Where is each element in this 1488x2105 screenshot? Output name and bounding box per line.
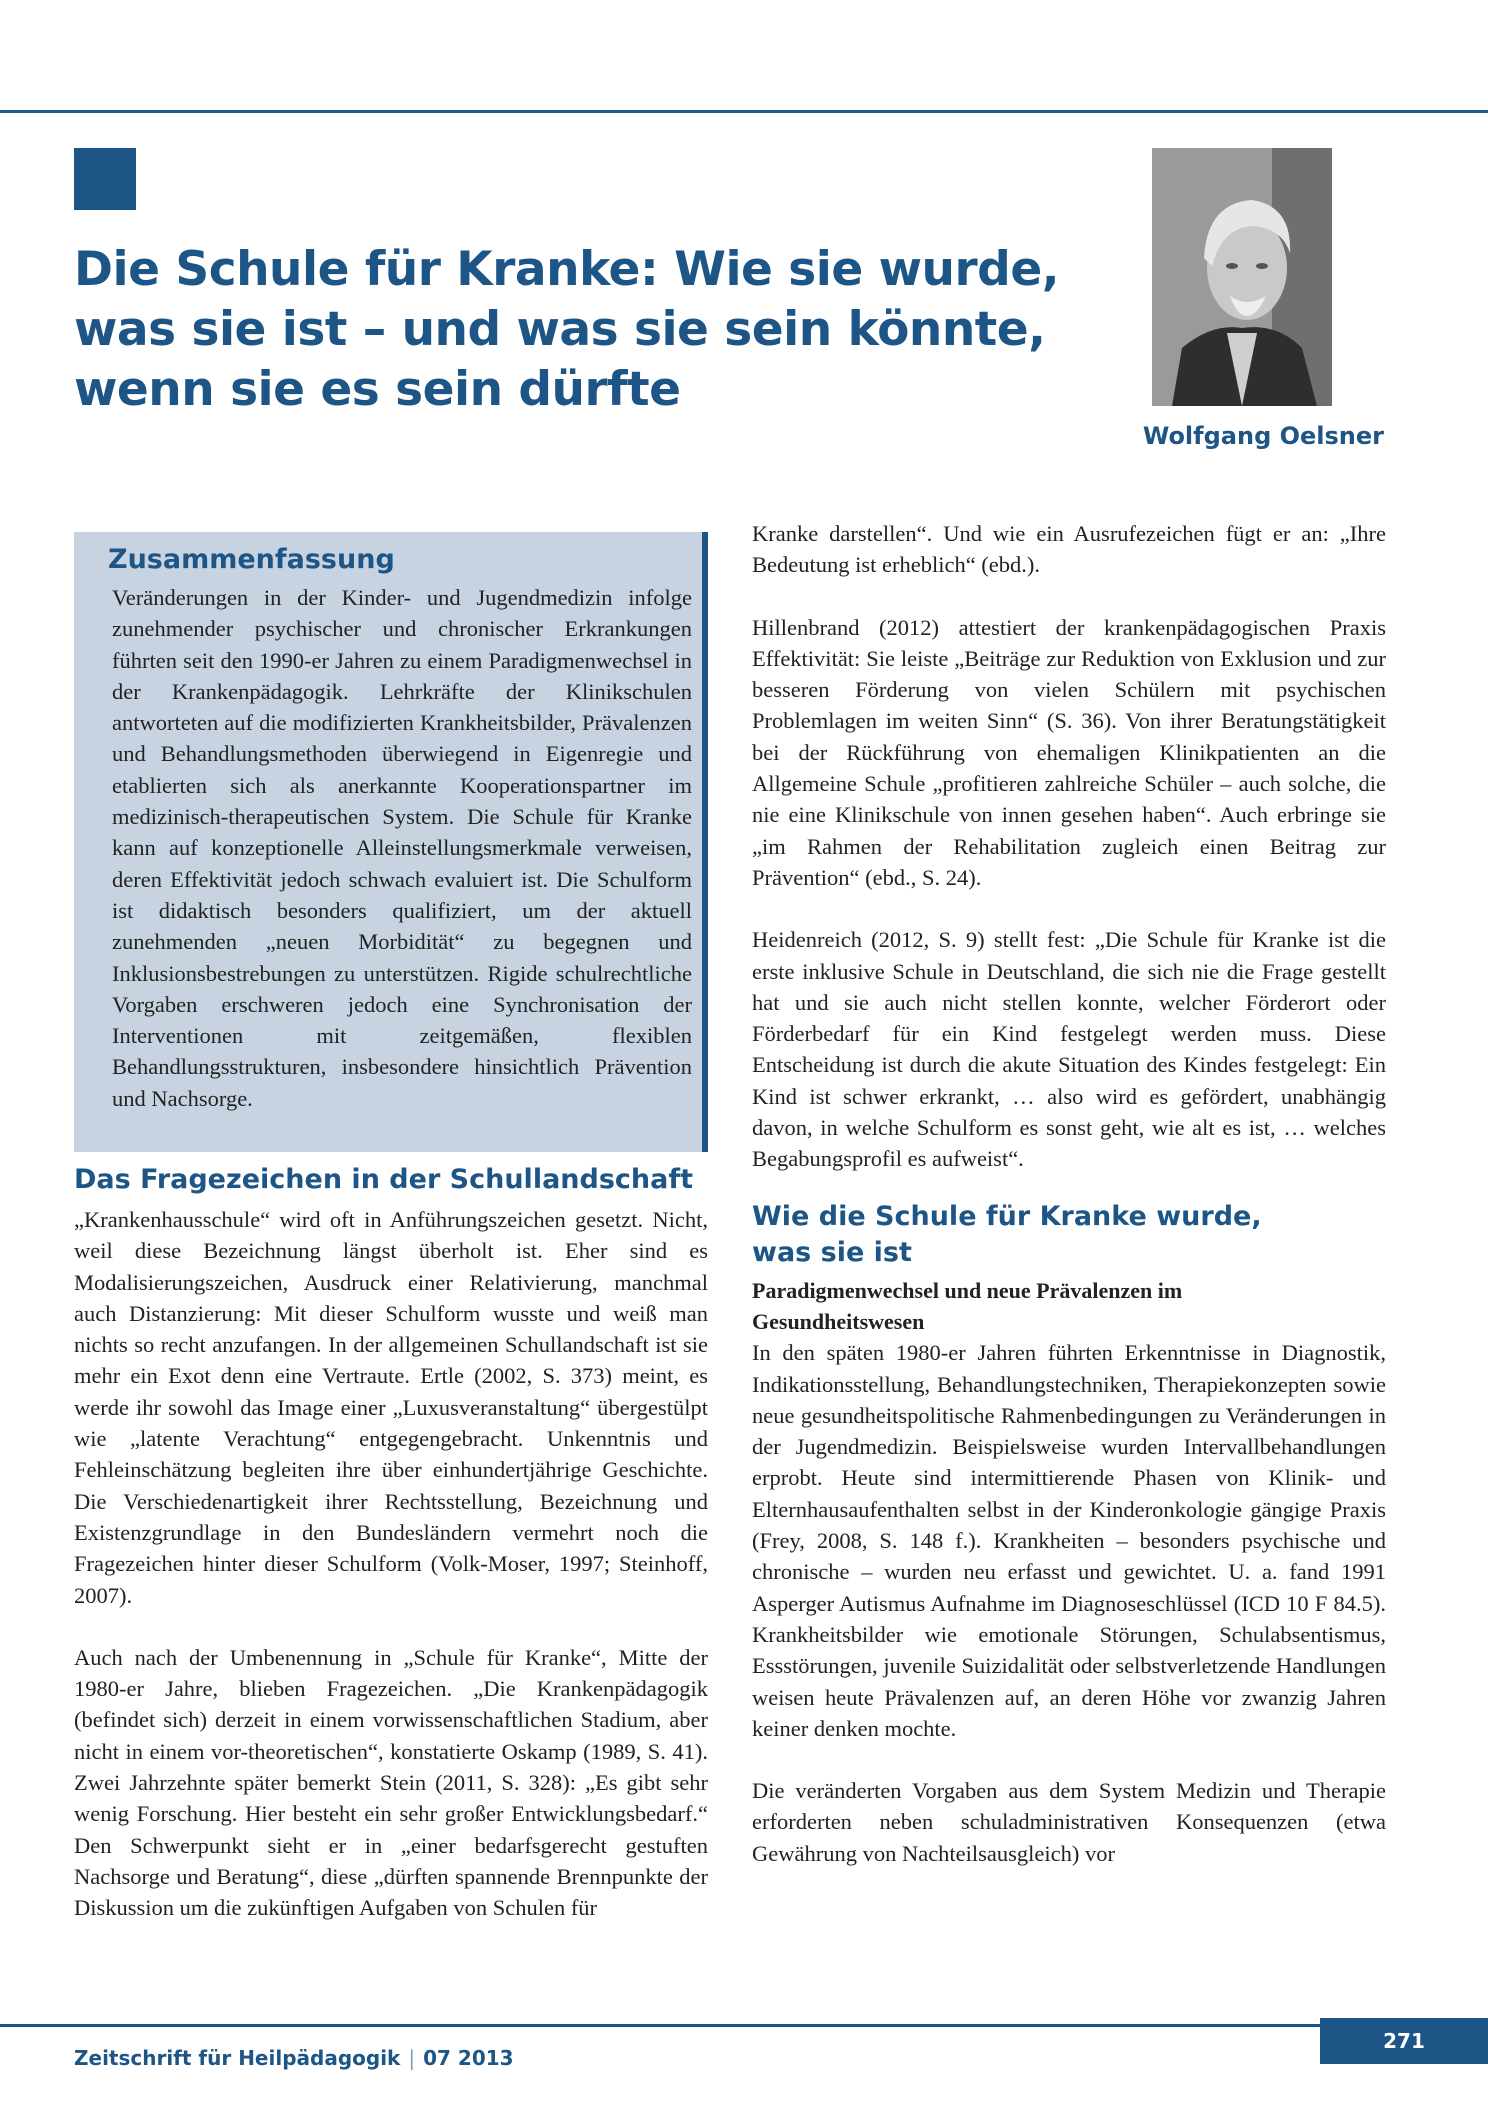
top-rule xyxy=(0,110,1488,113)
journal-issue: 07 2013 xyxy=(423,2046,514,2070)
page-number: 271 xyxy=(1383,2029,1425,2053)
section-marker-square xyxy=(74,148,136,210)
footer-separator: | xyxy=(408,2046,416,2070)
paragraph: „Krankenhausschule“ wird oft in Anführungszeichen gesetzt. Nicht, weil diese Bezeichnung längst überholt ist. Eher sind es Modalisierungszeichen, Ausdruck einer Relativierung, manchmal auch Distanzierung: Mit dieser Schulform wusste und weiß man nichts so recht anzufangen. In der allgemeinen Schullandschaft ist sie mehr ein Exot denn eine Vertraute. Ertle (2002, S. 373) meint, es werde ihr sowohl das Image einer „Luxusveranstaltung“ übergestülpt wie „latente Verachtung“ entgegengebracht. Unkenntnis und Fehleinschätzung begleiten ihre über einhundertjährige Geschichte. Die Verschiedenartigkeit ihrer Rechtsstellung, Bezeichnung und Existenzgrundlage in den Bundesländern vermehrt noch die Fragezeichen hinter dieser Schulform (Volk-Moser, 1997; Steinhoff, 2007). xyxy=(74,1207,708,1608)
author-name: Wolfgang Oelsner xyxy=(1142,422,1384,450)
heading-line-2: was sie ist xyxy=(752,1236,912,1268)
section-heading-wie-die-schule xyxy=(752,1199,1386,1271)
footer-rule xyxy=(0,2024,1488,2027)
page-number-box xyxy=(1320,2018,1488,2064)
summary-heading: Zusammenfassung xyxy=(108,544,395,575)
summary-box xyxy=(74,532,708,1152)
right-column xyxy=(752,518,1386,1869)
left-column xyxy=(74,1162,708,1924)
paragraph: Hillenbrand (2012) attestiert der krankenpädagogischen Praxis Effektivität: Sie leiste „Beiträge zur Reduktion von Exklusion und zur besseren Förderung von vielen Schülern mit psychischen Problemlagen im weiten Sinn“ (S. 36). Von ihrer Beratungstätigkeit bei der Rückführung von ehemaligen Klinikpatienten an die Allgemeine Schule „profitieren zahlreiche Schüler – auch solche, die nie eine Klinikschule von innen gesehen haben“. Auch erbringe sie „im Rahmen der Rehabilitation zugleich einen Beitrag zur Prävention“ (ebd., S. 24). xyxy=(752,614,1386,890)
paragraph: Die veränderten Vorgaben aus dem System Medizin und Therapie erforderten neben schuladministrativen Konsequenzen (etwa Gewährung von Nachteilsausgleich) vor xyxy=(752,1778,1386,1866)
title-line-1: Die Schule für Kranke: Wie sie wurde, xyxy=(74,242,1060,297)
author-photo xyxy=(1152,148,1332,406)
subheading-line-1: Paradigmenwechsel und neue Prävalenzen im xyxy=(752,1277,1183,1303)
paragraph: Auch nach der Umbenennung in „Schule für Kranke“, Mitte der 1980-er Jahre, blieben Fragezeichen. „Die Krankenpädagogik (befindet sich) derzeit in einem vorwissenschaftlichen Stadium, aber nicht in einem vor-theoretischen“, konstatierte Oskamp (1989, S. 41). Zwei Jahrzehnte später bemerkt Stein (2011, S. 328): „Es gibt sehr wenig Forschung. Hier besteht ein sehr großer Entwicklungsbedarf.“ Den Schwerpunkt sieht er in „einer bedarfsgerecht gestuften Nachsorge und Beratung“, diese „dürften spannende Brennpunkte der Diskussion um die zukünftigen Aufgaben von Schulen für xyxy=(74,1644,708,1921)
paragraph: In den späten 1980-er Jahren führten Erkenntnisse in Diagnostik, Indikationsstellung, Behandlungstechniken, Therapiekonzepten sowie neue gesundheitspolitische Rahmenbedingungen zu Veränderungen in der Jugendmedizin. Beispielsweise wurden Intervallbehandlungen erprobt. Heute sind intermittierende Phasen von Klinik- und Elternhausaufenthalten selbst in der Kinderonkologie gängige Praxis (Frey, 2008, S. 148 f.). Krankheiten – besonders psychische und chronische – wurden neu erfasst und gewichtet. U. a. fand 1991 Asperger Autismus Aufnahme im Diagnoseschlüssel (ICD 10 F 84.5). Krankheitsbilder wie emotionale Störungen, Schulabsentismus, Essstörungen, juvenile Suizidalität oder selbstverletzende Handlungen weisen heute Prävalenzen auf, an deren Höhe vor zwanzig Jahren keiner denken mochte. xyxy=(752,1340,1386,1741)
subheading-paradigmenwechsel xyxy=(752,1275,1386,1338)
section-heading-fragezeichen: Das Fragezeichen in der Schullandschaft xyxy=(74,1164,694,1195)
journal-name: Zeitschrift für Heilpädagogik xyxy=(74,2046,401,2070)
title-line-2: was sie ist – und was sie sein könnte, xyxy=(74,302,1046,357)
summary-text: Veränderungen in der Kinder- und Jugendmedizin infolge zunehmender psychischer und chronischer Erkrankungen führten seit den 1990-er Jahren zu einem Paradigmenwechsel in der Krankenpädagogik. Lehrkräfte der Klinikschulen antworteten auf die modifizierten Krankheitsbilder, Prävalenzen und Behandlungsmethoden überwiegend in Eigenregie und etablierten sich als anerkannte Kooperationspartner im medizinisch-therapeutischen System. Die Schule für Kranke kann auf konzeptionelle Alleinstellungsmerkmale verweisen, deren Effektivität jedoch schwach evaluiert ist. Die Schulform ist didaktisch besonders qualifiziert, um der aktuell zunehmenden „neuen Morbidität“ zu begegnen und Inklusionsbestrebungen zu unterstützen. Rigide schulrechtliche Vorgaben erschweren jedoch eine Synchronisation der Interventionen mit zeitgemäßen, flexiblen Behandlungsstrukturen, insbesondere hinsichtlich Prävention und Nachsorge. xyxy=(112,585,692,1111)
journal-footer xyxy=(74,2046,514,2070)
article-title xyxy=(74,240,1074,420)
subheading-line-2: Gesundheitswesen xyxy=(752,1308,925,1334)
title-line-3: wenn sie es sein dürfte xyxy=(74,362,681,417)
paragraph: Kranke darstellen“. Und wie ein Ausrufezeichen fügt er an: „Ihre Bedeutung ist erheblich“ (ebd.). xyxy=(752,521,1386,578)
paragraph: Heidenreich (2012, S. 9) stellt fest: „Die Schule für Kranke ist die erste inklusive Schule in Deutschland, die sich nie die Frage gestellt hat und sie auch nicht stellen konnte, welcher Förderort oder Förderbedarf für ein Kind festgelegt werden muss. Diese Entscheidung ist durch die akute Situation des Kindes festgelegt: Ein Kind ist schwer erkrankt, … also wird es gefördert, unabhängig davon, in welche Schulform es sonst geht, wie alt es ist, … welches Begabungsprofil es aufweist“. xyxy=(752,927,1386,1172)
heading-line-1: Wie die Schule für Kranke wurde, xyxy=(752,1200,1262,1232)
author-portrait-image xyxy=(1152,148,1332,406)
